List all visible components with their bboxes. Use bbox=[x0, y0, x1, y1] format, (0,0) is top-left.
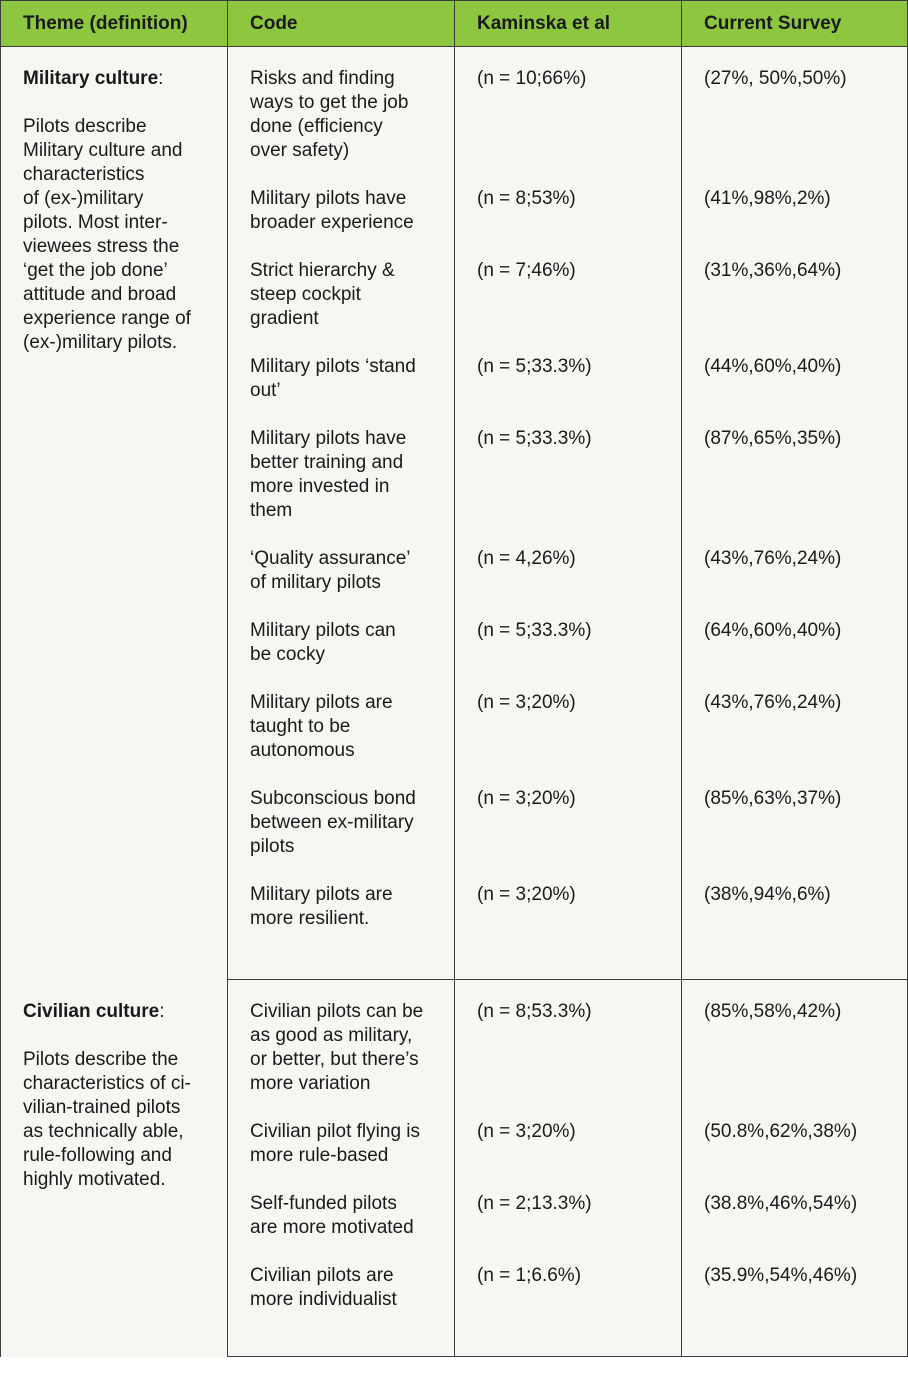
kaminska-cell-text: (n = 4,26%) bbox=[477, 548, 576, 569]
theme-title: Civilian culture bbox=[23, 1000, 160, 1022]
header-row bbox=[1, 1, 908, 47]
code-cell bbox=[228, 355, 455, 427]
survey-cell-text: (43%,76%,24%) bbox=[704, 692, 842, 713]
header-survey: Current Survey bbox=[682, 1, 908, 47]
kaminska-cell-text: (n = 2;13.3%) bbox=[477, 1193, 592, 1214]
kaminska-cell-text: (n = 1;6.6%) bbox=[477, 1265, 582, 1286]
survey-cell bbox=[682, 883, 908, 980]
code-cell-text: Subconscious bond between ex-military pilots bbox=[250, 788, 416, 857]
kaminska-cell bbox=[455, 1264, 682, 1357]
kaminska-cell bbox=[455, 427, 682, 547]
code-cell-text: Military pilots are taught to be autonomous bbox=[250, 692, 393, 761]
kaminska-cell bbox=[455, 691, 682, 787]
theme-cell bbox=[1, 980, 228, 1357]
code-cell bbox=[228, 427, 455, 547]
survey-cell bbox=[682, 619, 908, 691]
kaminska-cell bbox=[455, 259, 682, 355]
code-cell bbox=[228, 47, 455, 188]
code-cell-text: Civilian pilots can be as good as military, or better, but there’s more variation bbox=[250, 1001, 424, 1094]
survey-cell-text: (50.8%,62%,38%) bbox=[704, 1121, 858, 1142]
theme-definition: Pilots describe Military culture and characteristics of (ex-)military pilots. Most inter- viewees stress the ‘get the job done’ attitude and broad experience range of (ex-)military pilots. bbox=[23, 116, 191, 353]
theme-definition: Pilots describe the characteristics of ci- vilian-trained pilots as technically able, rule-following and highly motivated. bbox=[23, 1048, 191, 1190]
survey-cell bbox=[682, 787, 908, 883]
table-row bbox=[1, 47, 908, 188]
theme-heading bbox=[23, 1000, 217, 1024]
table-header bbox=[1, 1, 908, 47]
kaminska-cell-text: (n = 8;53%) bbox=[477, 188, 576, 209]
survey-cell bbox=[682, 187, 908, 259]
survey-cell-text: (43%,76%,24%) bbox=[704, 548, 842, 569]
survey-cell-text: (38.8%,46%,54%) bbox=[704, 1193, 858, 1214]
survey-cell-text: (35.9%,54%,46%) bbox=[704, 1265, 858, 1286]
survey-cell-text: (85%,58%,42%) bbox=[704, 1001, 842, 1022]
code-cell bbox=[228, 547, 455, 619]
survey-cell bbox=[682, 547, 908, 619]
kaminska-cell bbox=[455, 787, 682, 883]
kaminska-cell-text: (n = 3;20%) bbox=[477, 692, 576, 713]
code-cell-text: Military pilots are more resilient. bbox=[250, 884, 393, 929]
survey-cell-text: (64%,60%,40%) bbox=[704, 620, 842, 641]
kaminska-cell bbox=[455, 1192, 682, 1264]
survey-cell-text: (38%,94%,6%) bbox=[704, 884, 831, 905]
code-cell bbox=[228, 691, 455, 787]
kaminska-cell bbox=[455, 47, 682, 188]
kaminska-cell bbox=[455, 883, 682, 980]
code-cell bbox=[228, 883, 455, 980]
survey-cell-text: (44%,60%,40%) bbox=[704, 356, 842, 377]
code-cell-text: Risks and finding ways to get the job done (efficiency over safety) bbox=[250, 68, 409, 161]
survey-cell bbox=[682, 259, 908, 355]
code-cell-text: Civilian pilot flying is more rule-based bbox=[250, 1121, 421, 1166]
code-cell bbox=[228, 187, 455, 259]
theme-title: Military culture bbox=[23, 68, 159, 89]
kaminska-cell-text: (n = 5;33.3%) bbox=[477, 428, 592, 449]
kaminska-cell bbox=[455, 1120, 682, 1192]
survey-cell bbox=[682, 691, 908, 787]
table-row bbox=[1, 980, 908, 1121]
kaminska-cell bbox=[455, 355, 682, 427]
code-cell bbox=[228, 1120, 455, 1192]
theme-colon: : bbox=[159, 1000, 165, 1022]
code-cell bbox=[228, 1192, 455, 1264]
survey-cell bbox=[682, 1120, 908, 1192]
survey-cell bbox=[682, 427, 908, 547]
kaminska-cell-text: (n = 3;20%) bbox=[477, 788, 576, 809]
kaminska-cell bbox=[455, 619, 682, 691]
kaminska-cell bbox=[455, 547, 682, 619]
kaminska-cell bbox=[455, 980, 682, 1121]
theme-heading bbox=[23, 67, 217, 91]
survey-cell bbox=[682, 355, 908, 427]
kaminska-cell-text: (n = 10;66%) bbox=[477, 68, 587, 89]
code-cell-text: Strict hierarchy & steep cockpit gradient bbox=[250, 260, 395, 329]
survey-cell-text: (31%,36%,64%) bbox=[704, 260, 842, 281]
header-code: Code bbox=[228, 1, 455, 47]
kaminska-cell-text: (n = 5;33.3%) bbox=[477, 620, 592, 641]
code-cell bbox=[228, 980, 455, 1121]
code-cell-text: Self-funded pilots are more motivated bbox=[250, 1193, 414, 1238]
survey-cell-text: (85%,63%,37%) bbox=[704, 788, 842, 809]
header-theme: Theme (definition) bbox=[1, 1, 228, 47]
kaminska-cell-text: (n = 3;20%) bbox=[477, 884, 576, 905]
survey-cell bbox=[682, 1192, 908, 1264]
code-cell-text: Military pilots have broader experience bbox=[250, 188, 414, 233]
survey-cell-text: (41%,98%,2%) bbox=[704, 188, 831, 209]
code-cell bbox=[228, 619, 455, 691]
survey-cell-text: (87%,65%,35%) bbox=[704, 428, 842, 449]
theme-cell bbox=[1, 47, 228, 980]
code-cell-text: ‘Quality assurance’ of military pilots bbox=[250, 548, 411, 593]
survey-cell bbox=[682, 980, 908, 1121]
kaminska-cell bbox=[455, 187, 682, 259]
kaminska-cell-text: (n = 3;20%) bbox=[477, 1121, 576, 1142]
kaminska-cell-text: (n = 7;46%) bbox=[477, 260, 576, 281]
kaminska-cell-text: (n = 8;53.3%) bbox=[477, 1001, 592, 1022]
code-cell-text: Civilian pilots are more individualist bbox=[250, 1265, 397, 1310]
survey-cell bbox=[682, 47, 908, 188]
code-cell bbox=[228, 259, 455, 355]
code-cell-text: Military pilots ‘stand out’ bbox=[250, 356, 416, 401]
code-cell bbox=[228, 1264, 455, 1357]
theme-colon: : bbox=[158, 68, 164, 89]
header-kaminska: Kaminska et al bbox=[455, 1, 682, 47]
table-body bbox=[1, 47, 908, 1357]
survey-cell bbox=[682, 1264, 908, 1357]
survey-cell-text: (27%, 50%,50%) bbox=[704, 68, 847, 89]
code-cell-text: Military pilots have better training and more invested in them bbox=[250, 428, 407, 521]
kaminska-cell-text: (n = 5;33.3%) bbox=[477, 356, 592, 377]
code-cell-text: Military pilots can be cocky bbox=[250, 620, 396, 665]
code-cell bbox=[228, 787, 455, 883]
